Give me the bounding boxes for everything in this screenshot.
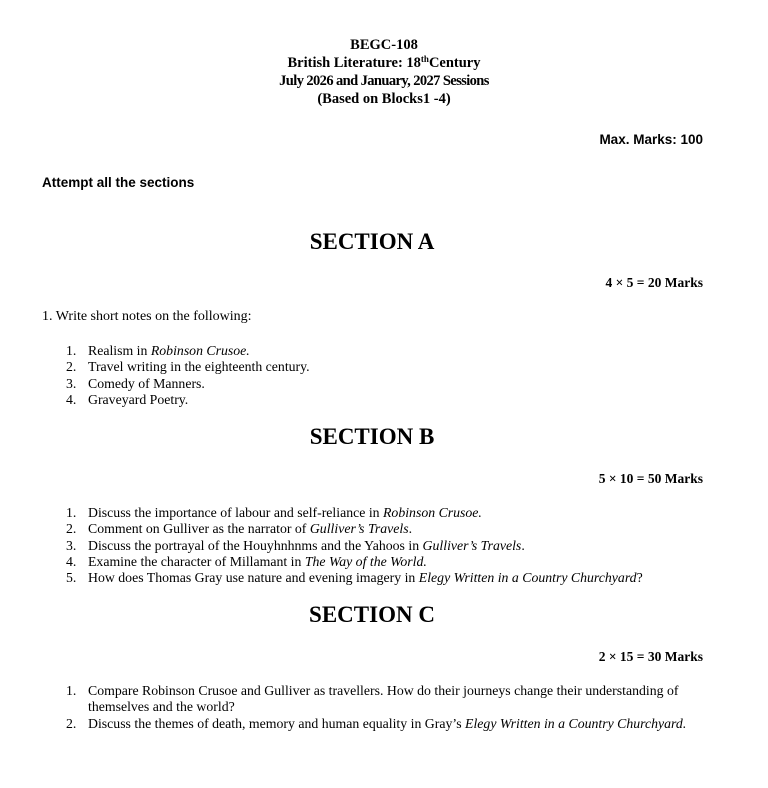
course-title-end: Century	[428, 55, 481, 71]
question-punctuation: .	[408, 521, 413, 537]
question-item	[0, 359, 700, 375]
question-text: Discuss the themes of death, memory and human equality in Gray’s	[88, 715, 466, 731]
question-text: How does Thomas Gray use nature and evening imagery in	[88, 570, 419, 586]
question-work-title: Elegy Written in a Country Churchyard.	[465, 715, 687, 731]
question-text: Travel writing in the eighteenth century.	[88, 359, 310, 375]
section-c-marks: 2 × 15 = 30 Marks	[598, 649, 703, 664]
question-number: 2.	[66, 715, 77, 731]
question-text: Discuss the importance of labour and self-reliance in	[88, 505, 383, 520]
question-number: 1.	[66, 505, 77, 520]
question-text: Examine the character of Millamant in	[88, 553, 305, 569]
section-a-title: SECTION A	[309, 229, 435, 254]
section-a-marks: 4 × 5 = 20 Marks	[605, 275, 703, 290]
course-title-main: British Literature: 18	[287, 55, 421, 71]
question-text: Comedy of Manners.	[88, 375, 205, 391]
document-header	[0, 36, 768, 108]
question-number: 4.	[66, 391, 77, 407]
question-item	[0, 505, 700, 521]
question-item	[0, 521, 700, 537]
question-number: 3.	[66, 537, 77, 553]
question-item	[0, 683, 700, 716]
section-c-title: SECTION C	[309, 602, 435, 627]
course-title	[0, 54, 768, 72]
question-text: Comment on Gulliver as the narrator of	[88, 521, 310, 537]
question-text: Realism in	[88, 343, 151, 358]
section-b-title: SECTION B	[309, 424, 435, 449]
course-code: BEGC-108	[350, 37, 418, 53]
question-item	[0, 392, 700, 408]
question-number: 1.	[66, 343, 77, 358]
section-b-list	[0, 505, 700, 586]
instruction: Attempt all the sections	[42, 175, 195, 190]
course-title-superscript: th	[420, 54, 429, 64]
question-number: 2.	[66, 521, 77, 537]
question-text: Graveyard Poetry.	[88, 391, 189, 407]
question-item	[0, 570, 700, 586]
question-item	[0, 716, 700, 732]
question-work-title: Elegy Written in a Country Churchyard	[418, 570, 637, 586]
question-work-title: Robinson Crusoe.	[150, 343, 250, 358]
question-item	[0, 538, 700, 554]
question-text: Discuss the portrayal of the Houyhnhnms and the Yahoos in	[88, 537, 423, 553]
section-a-intro: 1. Write short notes on the following:	[42, 309, 252, 324]
question-punctuation: ?	[636, 570, 643, 586]
question-work-title: Gulliver’s Travels	[309, 521, 409, 537]
based-on-line: (Based on Blocks1 -4)	[317, 91, 451, 107]
section-a-list	[0, 343, 700, 408]
question-text: Compare Robinson Crusoe and Gulliver as travellers. How do their journeys change their understanding of themselves and the world?	[88, 683, 679, 715]
question-number: 5.	[66, 570, 77, 586]
question-item	[0, 554, 700, 570]
question-punctuation: .	[521, 537, 525, 553]
question-number: 3.	[66, 375, 77, 391]
question-number: 4.	[66, 553, 77, 569]
max-marks: Max. Marks: 100	[599, 132, 703, 147]
section-b-marks: 5 × 10 = 50 Marks	[598, 471, 703, 486]
question-work-title: Gulliver’s Travels	[422, 537, 522, 553]
question-work-title: Robinson Crusoe.	[383, 505, 482, 520]
question-item	[0, 343, 700, 359]
question-work-title: The Way of the World.	[304, 553, 427, 569]
question-number: 1.	[66, 683, 77, 698]
question-item	[0, 376, 700, 392]
question-number: 2.	[66, 359, 77, 375]
section-c-list	[0, 683, 700, 732]
session-line: July 2026 and January, 2027 Sessions	[279, 73, 489, 89]
